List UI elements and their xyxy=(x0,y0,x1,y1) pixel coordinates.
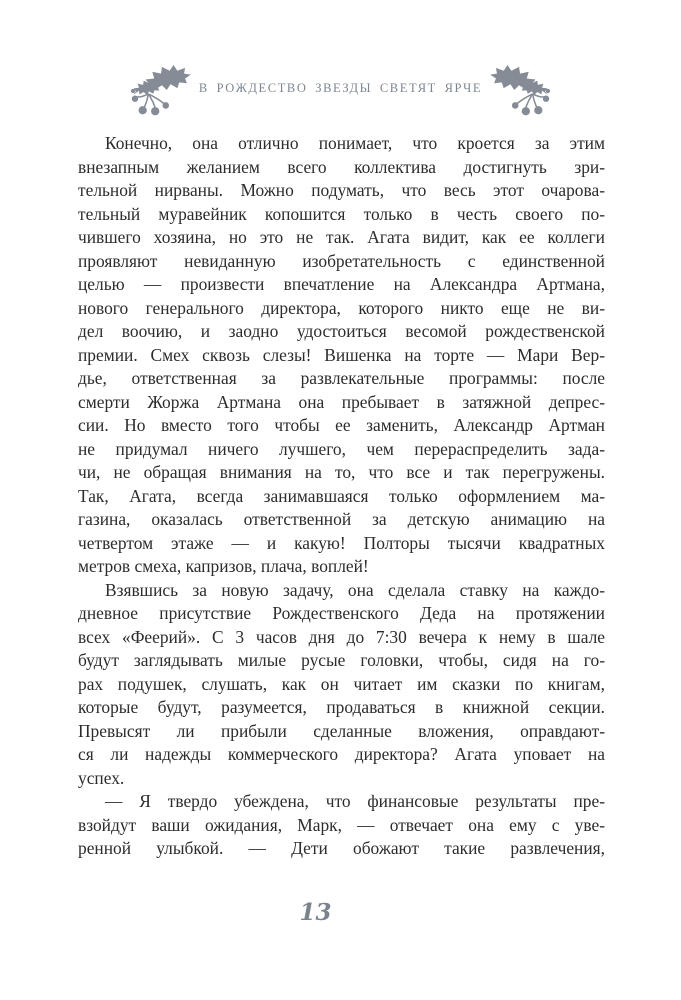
running-title: В РОЖДЕСТВО ЗВЕЗДЫ СВЕТЯТ ЯРЧЕ xyxy=(198,80,483,95)
text-line: которые будут, разумеется, продаваться в книжной секции. xyxy=(78,697,605,717)
text-line: рах подушек, слушать, как он читает им сказки по книгам, xyxy=(78,673,605,694)
text-line: взойдут ваши ожидания, Марк, — отвечает она ему с уве- xyxy=(78,814,605,835)
text-line: тельный муравейник копошится только в честь своего по- xyxy=(78,203,605,224)
text-line: сии. Но вместо того чтобы ее заменить, Александр Артман xyxy=(78,415,605,435)
text-line: успех. xyxy=(78,767,125,788)
text-line: газина, оказалась ответственной за детскую анимацию на xyxy=(78,509,605,529)
page-footer xyxy=(0,899,681,926)
text-line: смерти Жоржа Артмана она пребывает в затяжной депрес- xyxy=(78,391,605,412)
running-header xyxy=(0,60,681,116)
text-line: целью — произвести впечатление на Александра Артмана, xyxy=(78,274,605,294)
text-line: всех «Феерий». С 3 часов дня до 7:30 вечера к нему в шале xyxy=(78,626,605,647)
text-line: внезапным желанием всего коллектива достигнуть зри- xyxy=(78,156,605,177)
holly-sprig-icon xyxy=(490,65,552,117)
text-line: Конечно, она отлично понимает, что кроется за этим xyxy=(105,133,605,153)
text-line: Превысят ли прибыли сделанные вложения, оправдают- xyxy=(78,720,605,741)
text-line: дневное присутствие Рождественского Деда на протяжении xyxy=(78,603,605,623)
text-line: ся ли надежды коммерческого директора? Агата уповает на xyxy=(78,744,605,764)
text-line: Взявшись за новую задачу, она сделала ставку на каждо- xyxy=(105,579,605,600)
text-line: дье, ответственная за развлекательные программы: после xyxy=(78,368,605,388)
text-line: проявляют невиданную изобретательность с единственной xyxy=(78,250,605,271)
text-line: — Я твердо убеждена, что финансовые результаты пре- xyxy=(105,791,605,811)
text-line: премии. Смех сквозь слезы! Вишенка на торте — Мари Вер- xyxy=(78,344,605,365)
holly-sprig-icon xyxy=(129,65,191,117)
text-line: метров смеха, капризов, плача, воплей! xyxy=(78,556,369,576)
text-line: нового генерального директора, которого никто еще не ви- xyxy=(78,297,605,318)
page-number: 13 xyxy=(299,899,332,926)
text-line: тельной нирваны. Можно подумать, что весь этот очарова- xyxy=(78,180,605,200)
text-line: Так, Агата, всегда занимавшаяся только оформлением ма- xyxy=(78,485,605,506)
text-line: будут заглядывать милые русые головки, чтобы, сидя на го- xyxy=(78,650,605,670)
page-text xyxy=(78,132,605,861)
text-line: ренной улыбкой. — Дети обожают такие развлечения, xyxy=(78,838,605,858)
text-line: четвертом этаже — и какую! Полторы тысячи квадратных xyxy=(78,532,605,553)
text-line: дел воочию, и заодно удостоиться весомой рождественской xyxy=(78,321,605,341)
text-line: не придумал ничего лучшего, чем перераспределить зада- xyxy=(78,438,605,459)
text-line: чившего хозяина, но это не так. Агата видит, как ее коллеги xyxy=(78,227,605,247)
text-line: чи, не обращая внимания на то, что все и так перегружены. xyxy=(78,462,605,482)
